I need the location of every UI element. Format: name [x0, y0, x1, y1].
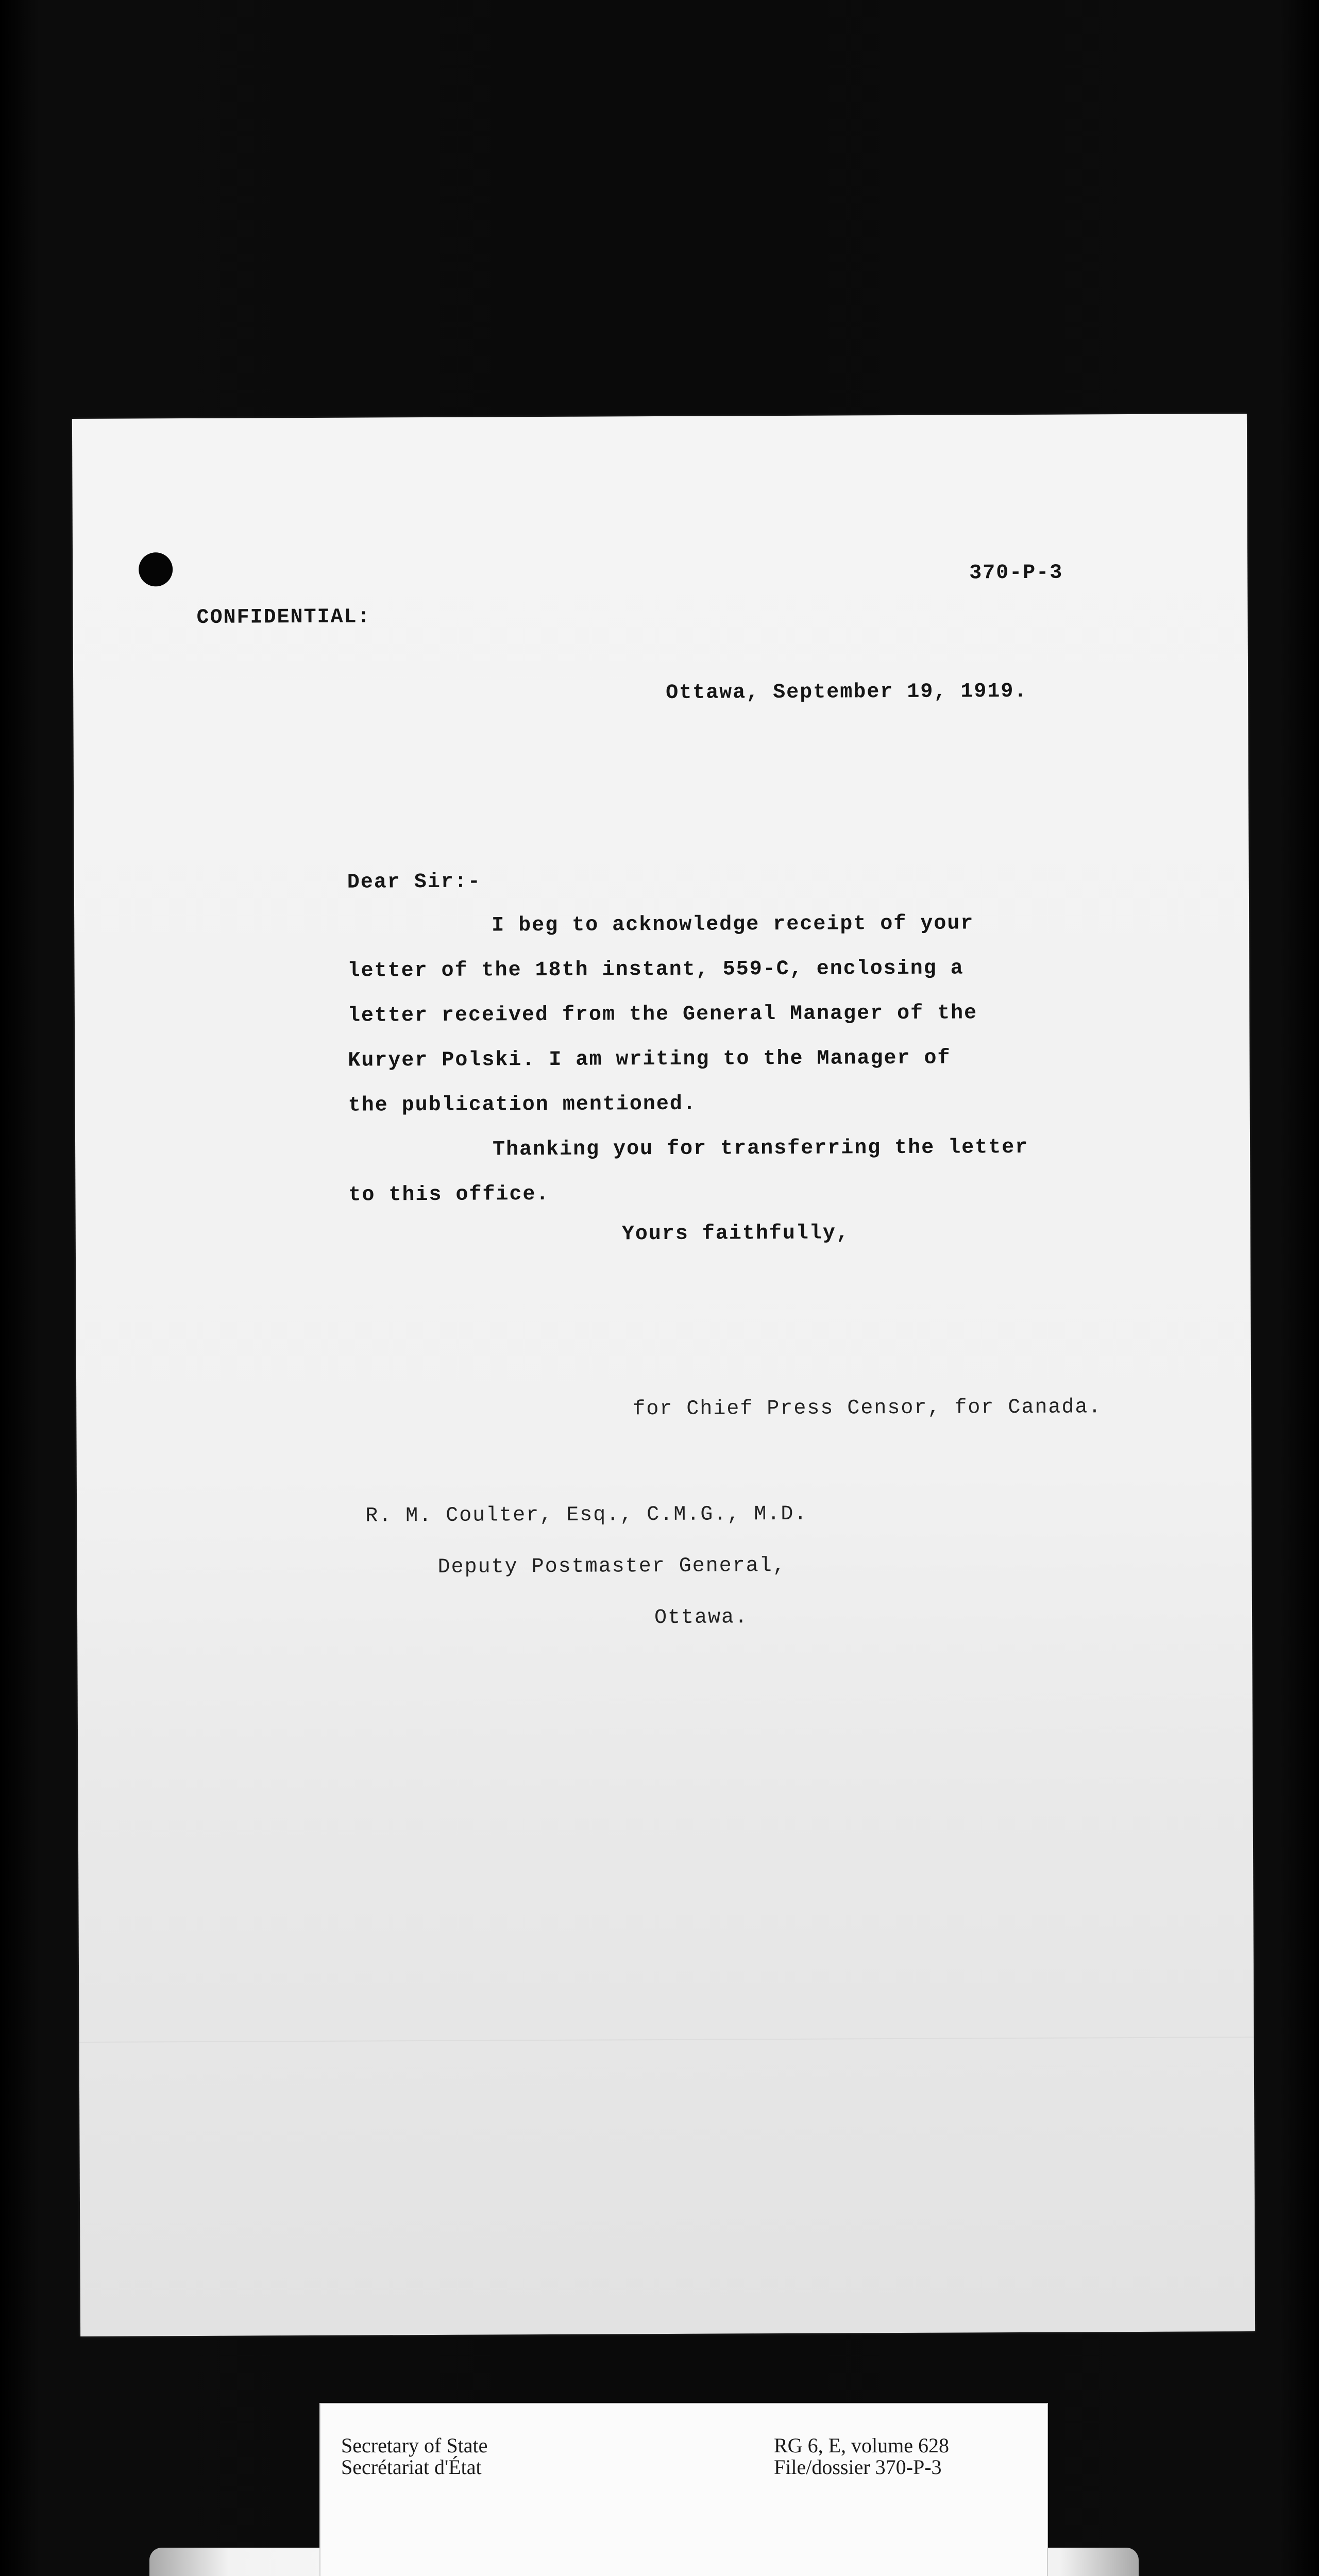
- body-line: letter of the 18th instant, 559-C, enclosing a: [347, 957, 964, 983]
- body-line: to this office.: [348, 1182, 550, 1207]
- file-reference: 370-P-3: [969, 561, 1063, 585]
- file-number: File/dossier 370-P-3: [774, 2455, 942, 2479]
- letter-page: [72, 414, 1255, 2336]
- salutation: Dear Sir:-: [347, 870, 481, 894]
- body-line: Thanking you for transferring the letter: [492, 1136, 1029, 1162]
- punch-hole: [139, 552, 173, 586]
- record-group-volume: RG 6, E, volume 628: [774, 2434, 949, 2457]
- signature-line: for Chief Press Censor, for Canada.: [633, 1396, 1102, 1421]
- body-line: letter received from the General Manager of the: [347, 1002, 978, 1028]
- addressee-city: Ottawa.: [654, 1606, 749, 1630]
- confidential-heading: CONFIDENTIAL:: [196, 605, 371, 630]
- addressee-name: R. M. Coulter, Esq., C.M.G., M.D.: [365, 1502, 808, 1528]
- fold-line: [79, 2037, 1254, 2043]
- body-line: I beg to acknowledge receipt of your: [492, 912, 974, 938]
- closing: Yours faithfully,: [621, 1222, 850, 1246]
- department-english: Secretary of State: [341, 2434, 488, 2457]
- place-and-date: Ottawa, September 19, 1919.: [666, 680, 1028, 705]
- department-french: Secrétariat d'État: [341, 2455, 482, 2479]
- body-line: the publication mentioned.: [348, 1092, 697, 1117]
- addressee-title: Deputy Postmaster General,: [437, 1554, 786, 1579]
- body-line: Kuryer Polski. I am writing to the Manager of: [348, 1046, 951, 1073]
- archive-label-card: [319, 2403, 1048, 2576]
